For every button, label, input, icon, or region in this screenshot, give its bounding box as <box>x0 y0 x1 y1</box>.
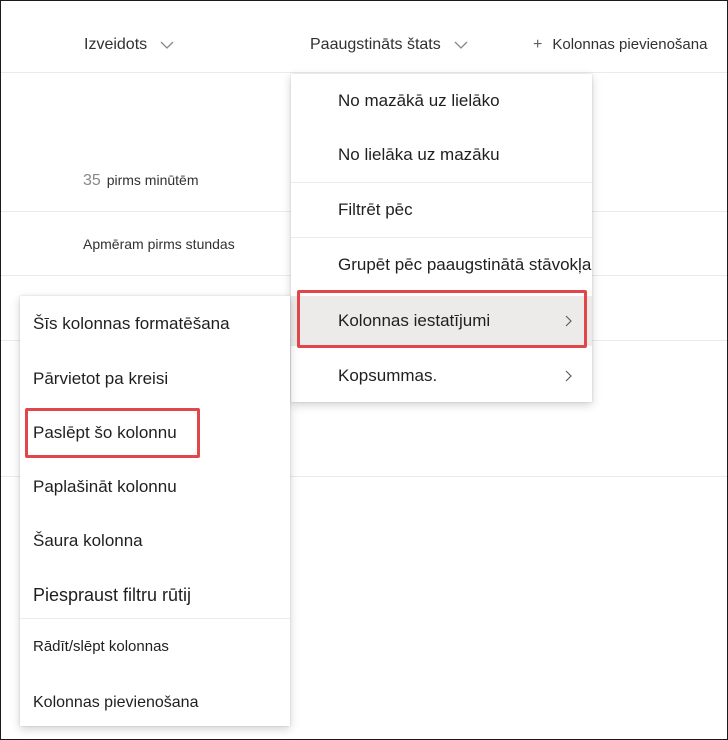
menu-item-sort-ascending[interactable]: No mazākā uz lielāko <box>338 91 500 110</box>
submenu-item-add-column[interactable]: Kolonnas pievienošana <box>33 694 199 711</box>
list-item-created-value: Apmēram pirms stundas <box>83 236 235 252</box>
list-header <box>1 1 727 73</box>
highlight-box-column-settings <box>297 290 587 348</box>
column-header-promoted-state-label: Paaugstināts štats <box>310 36 441 53</box>
chevron-down-icon <box>159 37 175 53</box>
list-item-created-value <box>83 172 198 190</box>
add-column-button[interactable] <box>533 36 707 53</box>
add-column-label: Kolonnas pievienošana <box>552 36 708 53</box>
submenu-item-show-hide-columns[interactable]: Rādīt/slēpt kolonnas <box>33 637 169 655</box>
submenu-item-pin-to-filter-pane[interactable]: Piespraust filtru rūtij <box>33 584 192 605</box>
highlight-box-hide-column <box>25 408 200 458</box>
created-text: pirms minūtēm <box>106 172 199 188</box>
menu-item-totals-label: Kopsummas. <box>338 366 438 385</box>
column-header-promoted-state[interactable] <box>310 36 469 54</box>
menu-item-totals[interactable] <box>291 350 592 402</box>
column-settings-submenu <box>20 296 290 726</box>
chevron-right-icon <box>562 370 574 382</box>
menu-item-column-settings-label: Kolonnas iestatījumi <box>338 311 491 330</box>
created-number: 35 <box>83 172 101 189</box>
submenu-item-move-left[interactable]: Pārvietot pa kreisi <box>33 369 169 388</box>
submenu-item-narrow-column[interactable]: Šaura kolonna <box>33 531 143 550</box>
menu-item-filter-by[interactable]: Filtrēt pēc <box>338 200 413 219</box>
submenu-item-format-column[interactable]: Šīs kolonnas formatēšana <box>33 314 230 333</box>
submenu-item-hide-column[interactable]: Paslēpt šo kolonnu <box>33 423 177 442</box>
chevron-down-icon <box>453 37 469 53</box>
column-header-menu <box>291 74 592 402</box>
column-header-created[interactable] <box>84 36 175 54</box>
plus-icon: + <box>533 35 543 53</box>
column-header-created-label: Izveidots <box>84 36 148 53</box>
menu-item-group-by[interactable]: Grupēt pēc paaugstinātā stāvokļa <box>338 255 592 274</box>
menu-item-sort-descending[interactable]: No lielāka uz mazāku <box>338 145 500 164</box>
submenu-item-widen-column[interactable]: Paplašināt kolonnu <box>33 477 177 496</box>
